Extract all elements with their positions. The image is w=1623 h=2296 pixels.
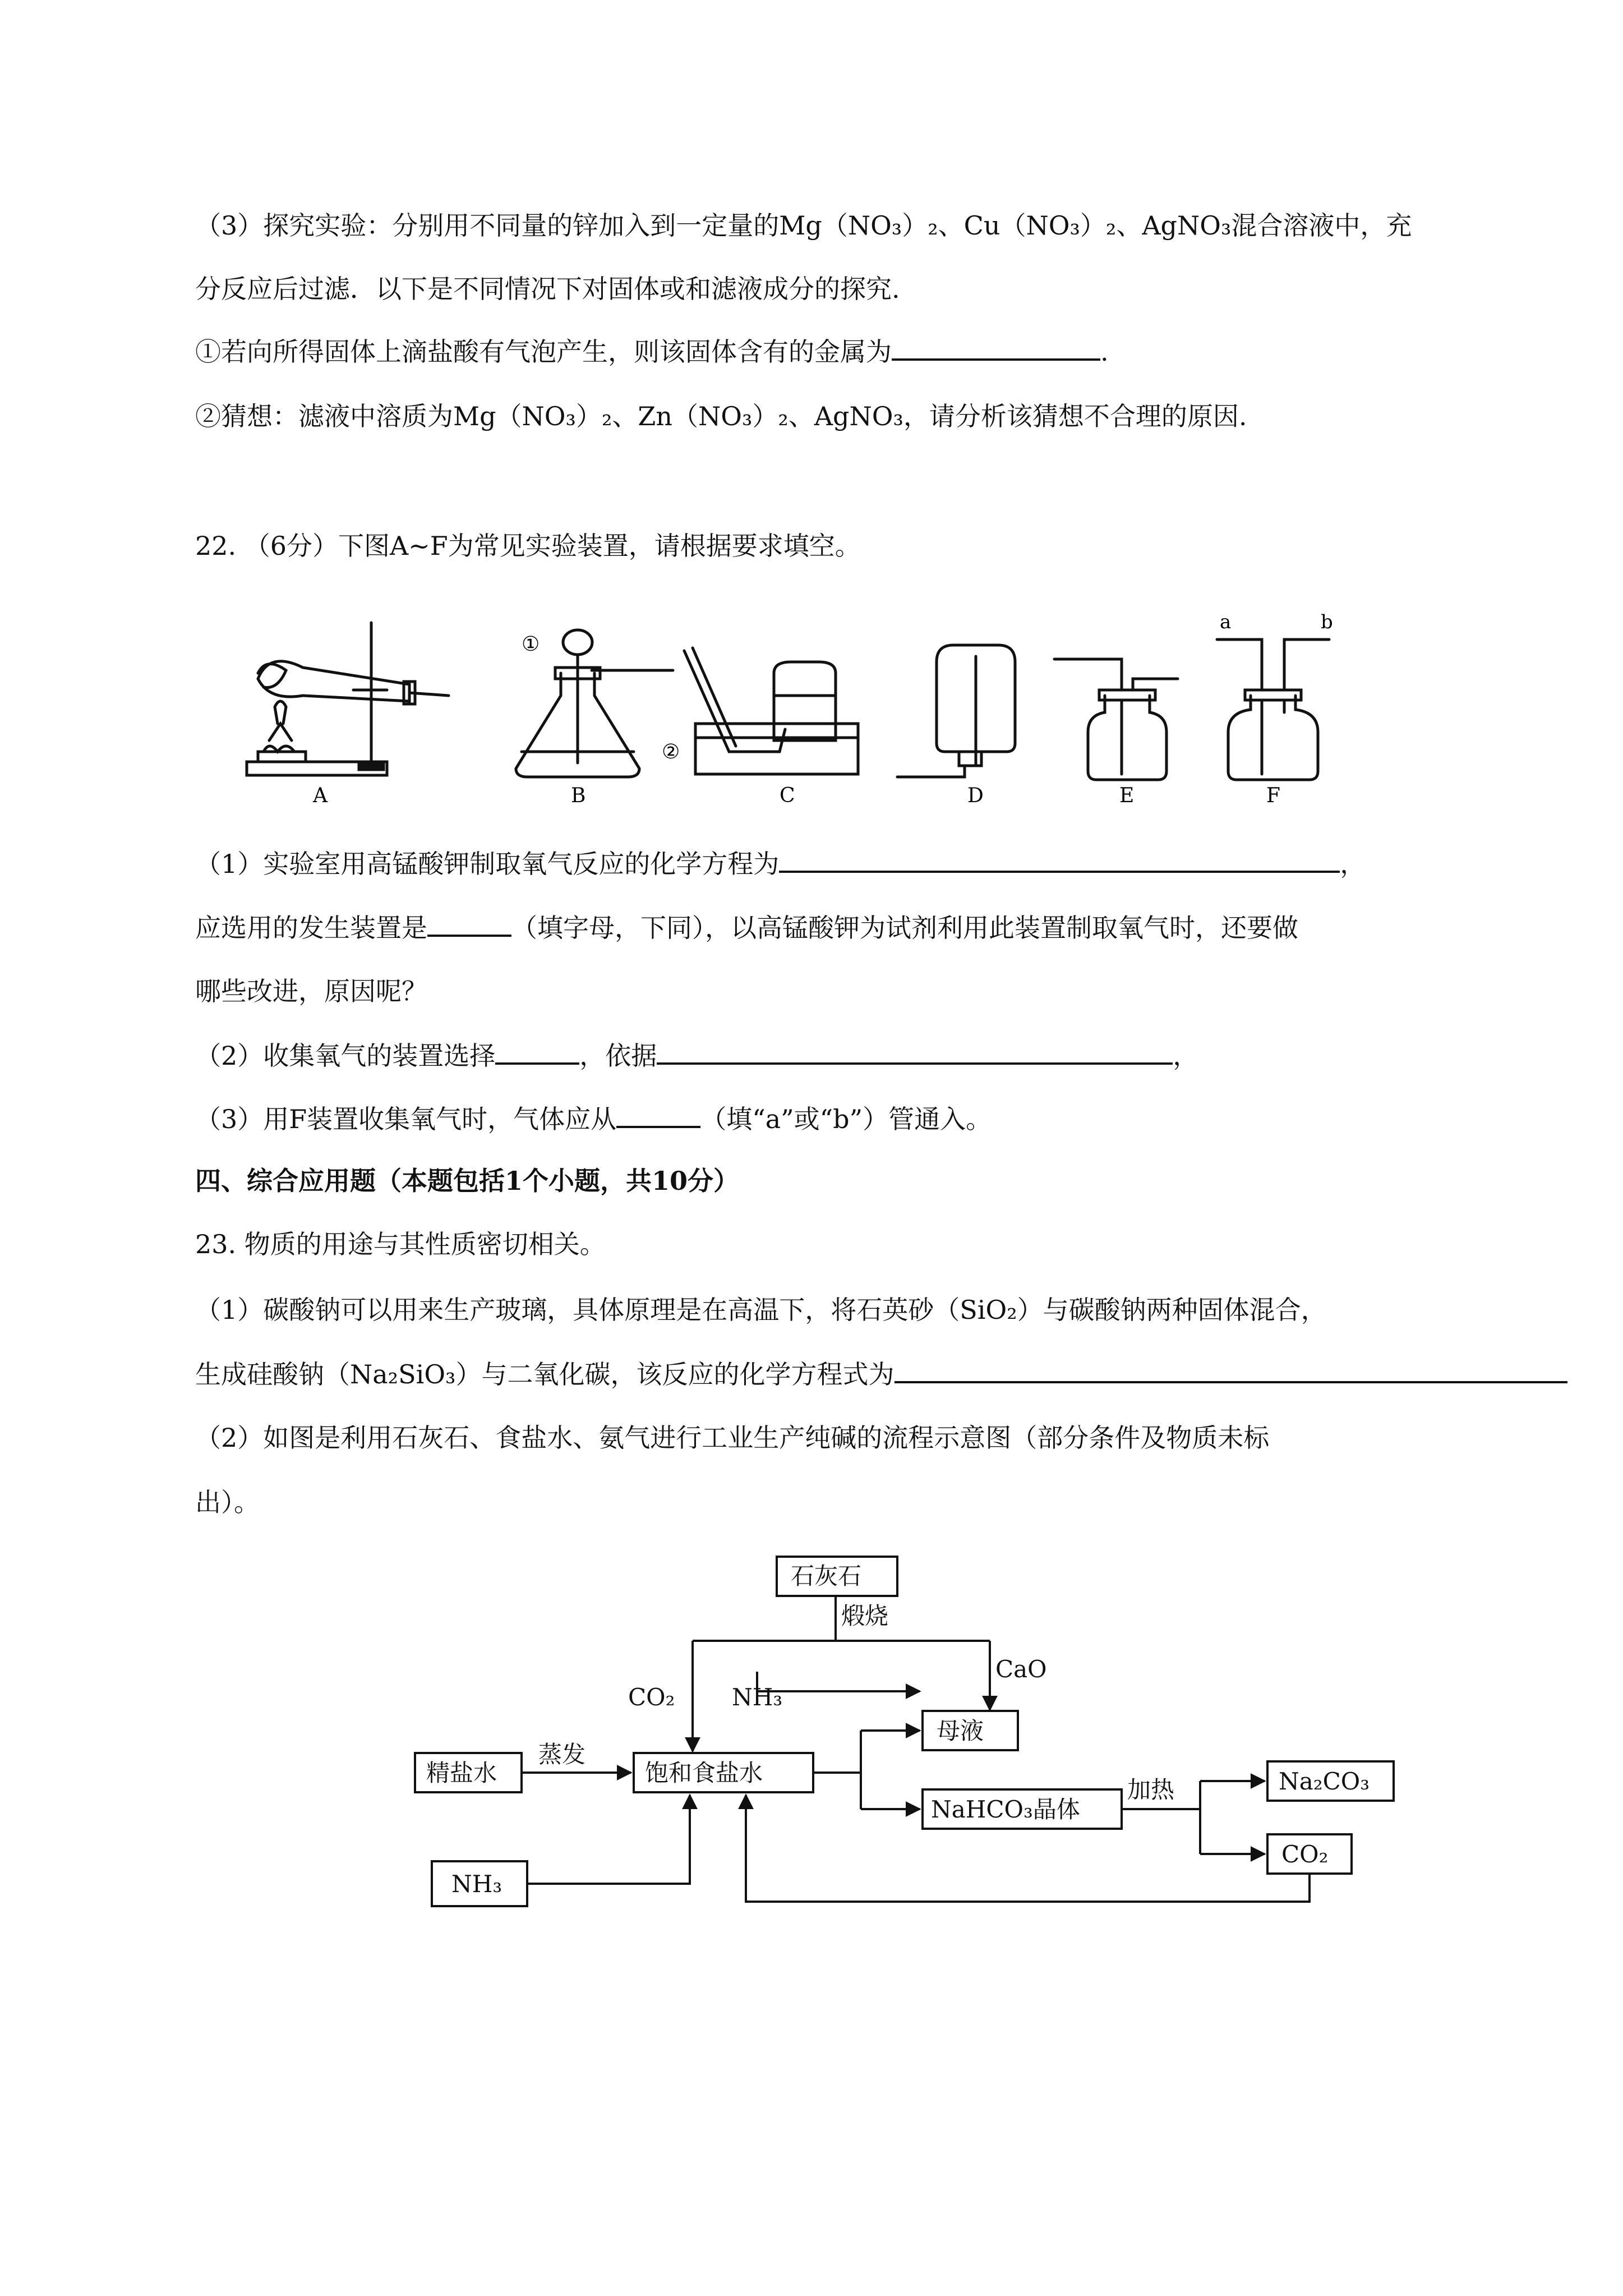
q22-p2-basis: ，依据 — [579, 1041, 657, 1071]
fc-co2-in: CO₂ — [628, 1683, 675, 1711]
apparatus-figure — [224, 611, 1357, 813]
q23-p1-line2 — [195, 1356, 1567, 1391]
fc-nahco3: NaHCO₃晶体 — [931, 1796, 1080, 1823]
apparatus-d — [897, 645, 1015, 777]
q21-part3-line2: 分反应后过滤．以下是不同情况下对固体或和滤液成分的探究. — [195, 274, 900, 304]
q22-p1-line1 — [195, 846, 1366, 881]
q21-item2: ②猜想：滤液中溶质为Mg（NO₃）₂、Zn（NO₃）₂、AgNO₃，请分析该猜想不合理的原因. — [195, 401, 1247, 431]
label-e: E — [1119, 784, 1135, 807]
q22-p1-text: （1）实验室用高锰酸钾制取氧气反应的化学方程为 — [195, 849, 780, 879]
q22-p3-rest: （填“a”或“b”）管通入。 — [700, 1104, 992, 1134]
section4-heading: 四、综合应用题（本题包括1个小题，共10分） — [195, 1166, 740, 1196]
fc-co2-out: CO₂ — [1281, 1841, 1329, 1868]
q22-p2-blank1[interactable] — [495, 1038, 579, 1065]
label-f: F — [1266, 784, 1280, 807]
q22-p1-line2-rest: （填字母，下同），以高锰酸钾为试剂利用此装置制取氧气时，还要做 — [511, 913, 1298, 943]
q23-p2-line2: 出）。 — [195, 1487, 260, 1517]
q21-item1-blank[interactable] — [892, 334, 1100, 361]
q22-p1-end: ， — [1340, 849, 1366, 879]
q21-item1-text: ①若向所得固体上滴盐酸有气泡产生，则该固体含有的金属为 — [195, 337, 892, 367]
q23-p1-line2-text: 生成硅酸钠（Na₂SiO₃）与二氧化碳，该反应的化学方程式为 — [195, 1359, 895, 1389]
q23-p1-line1: （1）碳酸钠可以用来生产玻璃，具体原理是在高温下，将石英砂（SiO₂）与碳酸钠两种固体混合， — [195, 1295, 1327, 1325]
q22-p1-line2 — [195, 910, 1298, 945]
q22-title: 22. （6分）下图A~F为常见实验装置，请根据要求填空。 — [195, 531, 861, 561]
q22-p2 — [195, 1038, 1198, 1073]
fc-refined-brine: 精盐水 — [426, 1759, 497, 1787]
q22-p2-end: ， — [1173, 1041, 1199, 1071]
fc-mother-liquor: 母液 — [937, 1717, 984, 1745]
q22-p1-line3: 哪些改进，原因呢？ — [195, 976, 427, 1006]
fc-na2co3: Na₂CO₃ — [1279, 1768, 1370, 1795]
fc-heat: 加热 — [1127, 1776, 1175, 1803]
fc-evaporate: 蒸发 — [538, 1741, 586, 1768]
q21-item1-end: . — [1100, 337, 1109, 367]
tube-a-label: a — [1220, 611, 1232, 633]
fc-nh3-in: NH₃ — [732, 1683, 783, 1711]
q23-title: 23. 物质的用途与其性质密切相关。 — [195, 1229, 606, 1259]
fc-cao: CaO — [995, 1655, 1047, 1683]
tube-b-label: b — [1321, 611, 1333, 633]
label-a: A — [313, 784, 328, 807]
q22-p3-text: （3）用F装置收集氧气时，气体应从 — [195, 1104, 617, 1134]
soda-ash-flowchart — [404, 1543, 1413, 1924]
label-c: C — [780, 784, 795, 807]
q22-p2-text: （2）收集氧气的装置选择 — [195, 1041, 496, 1071]
q22-p3 — [195, 1101, 992, 1136]
q22-device-blank[interactable] — [427, 910, 511, 937]
label-d: D — [967, 784, 984, 807]
q22-p2-blank2[interactable] — [657, 1038, 1173, 1065]
apparatus-e — [1054, 659, 1178, 780]
q22-p1-blank[interactable] — [779, 846, 1340, 873]
q21-item1 — [195, 334, 1109, 369]
marker-2: ② — [662, 740, 680, 763]
q22-p1-line2-text: 应选用的发生装置是 — [195, 913, 427, 943]
q22-p3-blank[interactable] — [616, 1101, 700, 1128]
q21-part3-line1: （3）探究实验：分别用不同量的锌加入到一定量的Mg（NO₃）₂、Cu（NO₃）₂、AgNO₃混合溶液中，充 — [195, 210, 1412, 241]
label-b: B — [571, 784, 586, 807]
apparatus-f — [1217, 639, 1329, 780]
fc-limestone: 石灰石 — [791, 1562, 862, 1590]
q23-equation-blank[interactable] — [895, 1356, 1567, 1383]
fc-saturated-brine: 饱和食盐水 — [645, 1759, 763, 1787]
q23-p2-line1: （2）如图是利用石灰石、食盐水、氨气进行工业生产纯碱的流程示意图（部分条件及物质未标 — [195, 1423, 1270, 1453]
fc-nh3-box: NH₃ — [451, 1870, 502, 1898]
fc-calcine: 煅烧 — [841, 1602, 889, 1630]
apparatus-a — [247, 623, 449, 775]
apparatus-c — [684, 648, 858, 774]
marker-1: ① — [522, 633, 540, 656]
